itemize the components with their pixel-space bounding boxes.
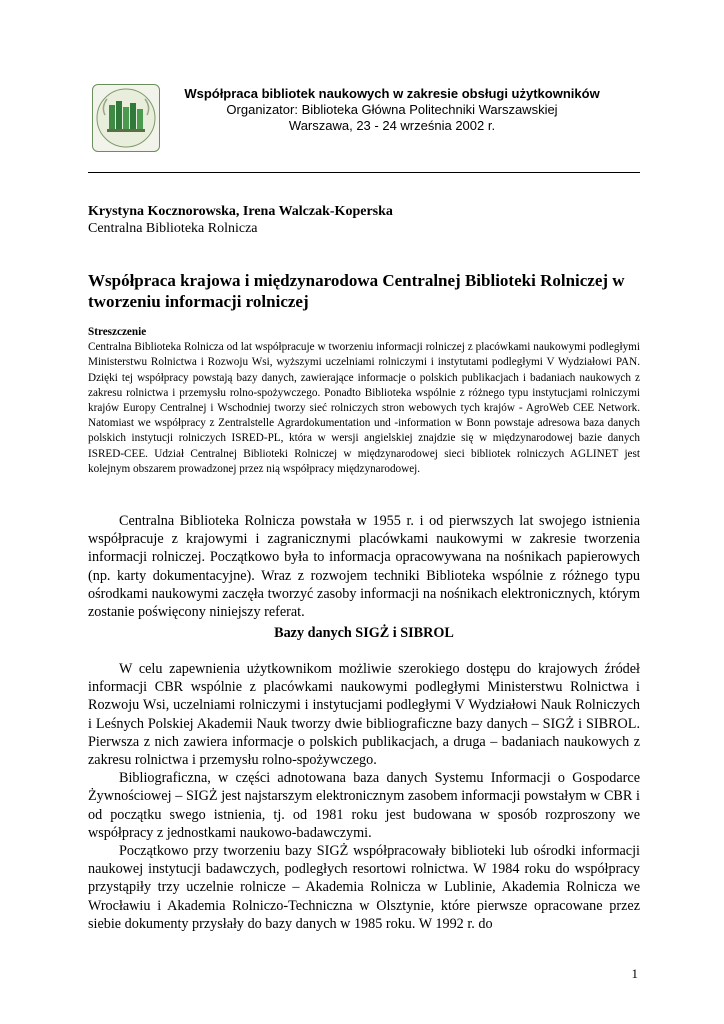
section-paragraph: Bibliograficzna, w części adnotowana baza danych Systemu Informacji o Gospodarce Żywnościowej – SIGŻ jest najstarszym elektronicznym zasobem informacji powstałym w CBR i od początku swego istnienia, tj. od 1981 roku jest budowana w sposób rozproszony we współpracy z jednostkami naukowo-badawczymi. xyxy=(88,770,640,841)
section-paragraph: Początkowo przy tworzeniu bazy SIGŻ współpracowały biblioteki lub ośrodki informacji naukowej instytucji badawczych, podległych resortowi rolnictwa. W 1984 roku do współpracy przystąpiły trzy uczelnie rolnicze – Akademia Rolnicza w Lublinie, Akademia Rolnicza we Wrocławiu i Akademia Rolniczo-Techniczna w Olsztynie, które pierwsze opracowane przez siebie dokumenty przysłały do bazy danych w 1985 roku. W 1992 r. do xyxy=(88,843,640,932)
section-heading: Bazy danych SIGŻ i SIBROL xyxy=(274,625,454,641)
section-body xyxy=(88,660,640,933)
author-names: Krystyna Kocznorowska, Irena Walczak-Koperska xyxy=(88,204,393,219)
conference-place-date: Warszawa, 23 - 24 września 2002 r. xyxy=(288,118,496,133)
author-block xyxy=(88,203,393,237)
conference-header xyxy=(88,80,640,162)
conference-title: Współpraca bibliotek naukowych w zakresie obsługi użytkowników xyxy=(184,86,600,101)
section-paragraph: W celu zapewnienia użytkownikom możliwie szerokiego dostępu do krajowych źródeł informacji CBR wspólnie z placówkami naukowymi podległymi Ministerstwu Rolnictwa i Rozwoju Wsi, uczelniami rolniczymi i instytucjami podległymi V Wydziałowi Nauk Rolniczych i Leśnych Polskiej Akademii Nauk tworzy dwie bibliograficzne bazy danych – SIGŻ i SIBROL. Pierwsza z nich zawiera informacje o polskich publikacjach, a druga – badaniach naukowych z zakresu rolnictwa i przemysłu rolno-spożywczego. xyxy=(88,661,640,769)
paper-title: Współpraca krajowa i międzynarodowa Centralnej Biblioteki Rolniczej w tworzeniu informacji rolniczej xyxy=(88,271,625,311)
intro-paragraph: Centralna Biblioteka Rolnicza powstała w 1955 r. i od pierwszych lat swojego istnienia współpracuje z krajowymi i zagranicznymi placówkami naukowymi w zakresie tworzenia informacji rolniczej. Początkowo była to informacja opracowywana na nośnikach papierowych (np. karty dokumentacyjne). Wraz z rozwojem techniki Biblioteka wspólnie z różnego typu ośrodkami naukowymi zaczęła tworzyć zasoby informacji na nośnikach elektronicznych, którym zostanie poświęcony niniejszy referat. xyxy=(88,513,640,621)
author-affiliation: Centralna Biblioteka Rolnicza xyxy=(88,221,258,236)
intro-section xyxy=(88,512,640,621)
abstract-text: Centralna Biblioteka Rolnicza od lat współpracuje w tworzeniu informacji rolniczej z placówkami naukowymi podległymi Ministerstwu Rolnictwa i Rozwoju Wsi, wyższymi uczelniami rolniczymi i instytutami podległymi V Wydziałowi PAN. Dzięki tej współpracy powstają bazy danych, zawierające informacje o polskich publikacjach i badaniach naukowych z zakresu rolnictwa i przemysłu rolno-spożywczego. Ponadto Biblioteka wspólnie z różnego typu instytucjami rolniczymi krajów Europy Centralnej i Wschodniej tworzy sieć rolniczych stron webowych tych krajów - AgroWeb CEE Network. Natomiast we współpracy z Zentralstelle Agrardokumentation und -information w Bonn powstaje adresowa baza danych polskich instytucji rolniczych ISRED-PL, która w wersji angielskiej znajdzie się w międzynarodowej bazie danych ISRED-CEE. Udział Centralnej Biblioteki Rolniczej w międzynarodowej sieci bibliotek rolniczych AGLINET jest kolejnym obszarem prowadzonej przez nią współpracy międzynarodowej. xyxy=(88,341,640,475)
abstract xyxy=(88,325,640,477)
conference-organizer: Organizator: Biblioteka Główna Politechniki Warszawskiej xyxy=(226,102,558,117)
abstract-heading: Streszczenie xyxy=(88,326,147,338)
page-number: 1 xyxy=(631,966,638,981)
header-divider xyxy=(88,172,640,173)
books-emblem-icon xyxy=(92,84,160,152)
